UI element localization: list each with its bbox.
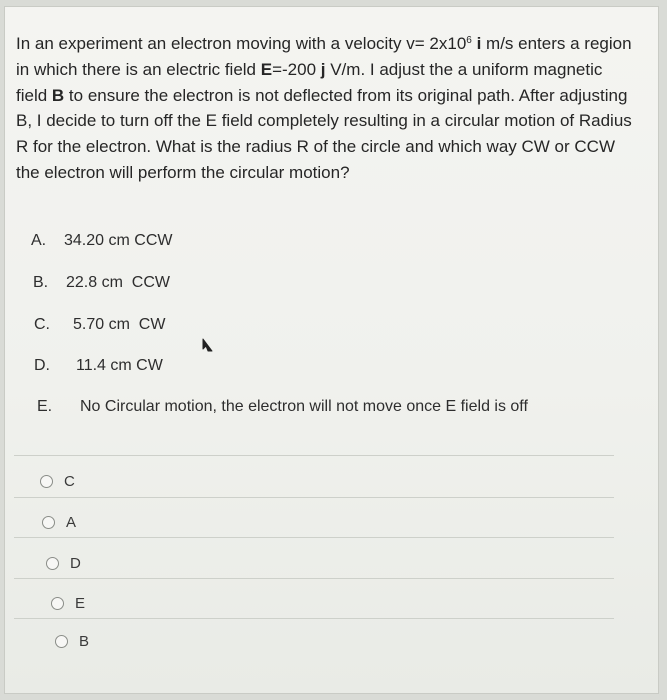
choice-letter: E. — [37, 398, 53, 415]
radio-button-icon[interactable] — [42, 516, 55, 529]
exponent: 6 — [466, 35, 472, 46]
answer-option-e[interactable] — [51, 591, 85, 615]
answer-option-label: C — [64, 472, 75, 490]
choice-text: No Circular motion, the electron will not move once E field is off — [80, 398, 528, 415]
choice-letter: C. — [34, 316, 50, 333]
answer-option-label: A — [66, 513, 77, 531]
choice-c — [34, 316, 165, 334]
choice-text: 11.4 cm CW — [76, 357, 163, 374]
magnetic-field-symbol: B — [51, 85, 65, 105]
question-text-part: In an experiment an electron moving with a velocity v= 2x10 — [16, 34, 467, 53]
answer-option-c[interactable] — [40, 469, 75, 493]
divider — [14, 497, 614, 498]
electric-field-symbol: E — [260, 59, 273, 79]
choice-letter: D. — [34, 357, 50, 374]
answer-option-label: D — [70, 554, 81, 572]
answer-option-a[interactable] — [42, 510, 76, 534]
choice-a — [31, 232, 172, 250]
answer-option-b[interactable] — [55, 629, 89, 653]
choice-e — [37, 398, 528, 416]
answer-option-label: B — [79, 632, 90, 650]
question-text-part: to ensure the electron is not deflected from its original path. After adjusting B, I decide to turn off the E field completely resulting in a circular motion of Radius R for the electron. What is the radius R of the circle and which way CW or CCW the electron will perform the circular motion? — [16, 85, 632, 182]
choice-d — [34, 357, 163, 375]
radio-button-icon[interactable] — [51, 597, 64, 610]
divider — [14, 618, 614, 619]
choice-text: 34.20 cm CCW — [64, 232, 173, 249]
choice-letter: B. — [33, 274, 49, 291]
question-text-part: V/m. I adjust the a uniform magnetic field — [16, 59, 603, 105]
unit-vector-j: j — [320, 59, 326, 79]
choice-text: 5.70 cm CW — [73, 316, 166, 333]
divider — [14, 537, 614, 538]
radio-button-icon[interactable] — [40, 475, 53, 488]
choice-text: 22.8 cm CCW — [66, 274, 171, 291]
answer-option-d[interactable] — [46, 551, 81, 575]
question-text — [16, 31, 636, 186]
choice-b — [33, 274, 170, 292]
question-text-part: m/s enters a region in which there is an electric field — [16, 34, 632, 79]
unit-vector-i: i — [476, 34, 482, 53]
divider — [14, 578, 614, 579]
choice-letter: A. — [31, 232, 47, 249]
divider — [14, 455, 614, 456]
answer-option-label: E — [75, 594, 86, 612]
question-text-part: =-200 — [272, 59, 321, 79]
radio-button-icon[interactable] — [55, 635, 68, 648]
mouse-cursor-icon — [200, 336, 214, 354]
radio-button-icon[interactable] — [46, 557, 59, 570]
